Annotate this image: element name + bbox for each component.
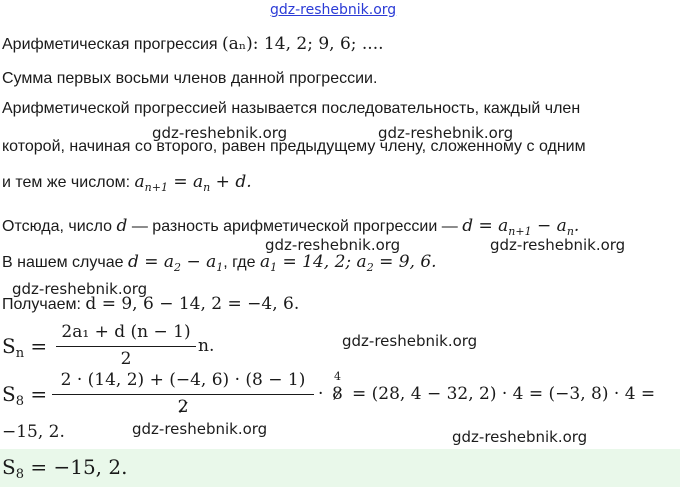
answer-box bbox=[0, 449, 680, 487]
difference-line bbox=[2, 216, 579, 238]
s8-continuation: −15, 2. bbox=[2, 422, 65, 442]
s8-mult: · bbox=[318, 384, 324, 404]
definition-text: и тем же числом: bbox=[2, 174, 131, 191]
our-case-text: В нашем случае bbox=[2, 254, 124, 271]
watermark: gdz-reshebnik.org bbox=[265, 236, 401, 254]
progression-terms: (aₙ): 14, 2; 9, 6; .... bbox=[222, 34, 384, 54]
sn-label: $S_n$ = bbox=[2, 334, 48, 361]
d-value: d = 9, 6 − 14, 2 = −4, 6. bbox=[85, 294, 300, 314]
difference-formula: $d = a_{n+1} - a_n$. bbox=[462, 216, 580, 238]
problem-statement bbox=[2, 34, 384, 54]
s8-eight: 8 bbox=[332, 384, 343, 404]
sn-numerator: 2a₁ + d (n − 1) bbox=[61, 322, 191, 342]
recurrence-formula: $a_{n+1} = a_n + d$. bbox=[134, 172, 252, 194]
s8-reduced-four: 4 bbox=[334, 370, 341, 383]
var-d: d bbox=[116, 216, 128, 236]
s8-fraction-bar bbox=[52, 394, 314, 395]
difference-text: Отсюда, число bbox=[2, 218, 113, 235]
sn-tail: n. bbox=[198, 336, 215, 356]
watermark: gdz-reshebnik.org bbox=[12, 280, 148, 298]
watermark: gdz-reshebnik.org bbox=[132, 420, 268, 438]
s8-rest: = (28, 4 − 32, 2) · 4 = (−3, 8) · 4 = bbox=[352, 384, 656, 404]
watermark: gdz-reshebnik.org bbox=[342, 332, 478, 350]
result-text: Получаем: bbox=[2, 296, 81, 313]
watermark: gdz-reshebnik.org bbox=[452, 428, 588, 446]
d-formula: $d = a_2 - a_1$ bbox=[127, 252, 224, 274]
watermark: gdz-reshebnik.org bbox=[152, 124, 288, 142]
difference-text-2: — разность арифметической прогрессии — bbox=[131, 218, 458, 235]
definition-line-2: которой, начиная со второго, равен предыдущему члену, сложенному с одним bbox=[2, 138, 586, 155]
sn-fraction-bar bbox=[56, 346, 196, 347]
s8-numerator: 2 · (14, 2) + (−4, 6) · (8 − 1) bbox=[60, 370, 306, 390]
sn-denominator: 2 bbox=[120, 349, 132, 369]
problem-text: Арифметическая прогрессия bbox=[2, 36, 218, 53]
answer-formula: $S_8 = -15$, 2. bbox=[2, 455, 128, 482]
our-case-text-2: , где bbox=[223, 254, 256, 271]
watermark: gdz-reshebnik.org bbox=[378, 124, 514, 142]
definition-line-3 bbox=[2, 172, 252, 194]
definition-line-1: Арифметической прогрессией называется последовательность, каждый член bbox=[2, 100, 581, 117]
watermark-link[interactable]: gdz-reshebnik.org bbox=[270, 2, 397, 18]
result-d-line bbox=[2, 294, 299, 314]
s8-label: $S_8$ = bbox=[2, 382, 48, 409]
task-text: Сумма первых восьми членов данной прогрессии. bbox=[2, 70, 378, 87]
our-case-line bbox=[2, 252, 437, 274]
watermark: gdz-reshebnik.org bbox=[490, 236, 626, 254]
s8-denominator: 2 bbox=[177, 397, 189, 417]
values-formula: $a_1 = 14$, 2; $a_2 = 9$, 6. bbox=[259, 252, 437, 274]
